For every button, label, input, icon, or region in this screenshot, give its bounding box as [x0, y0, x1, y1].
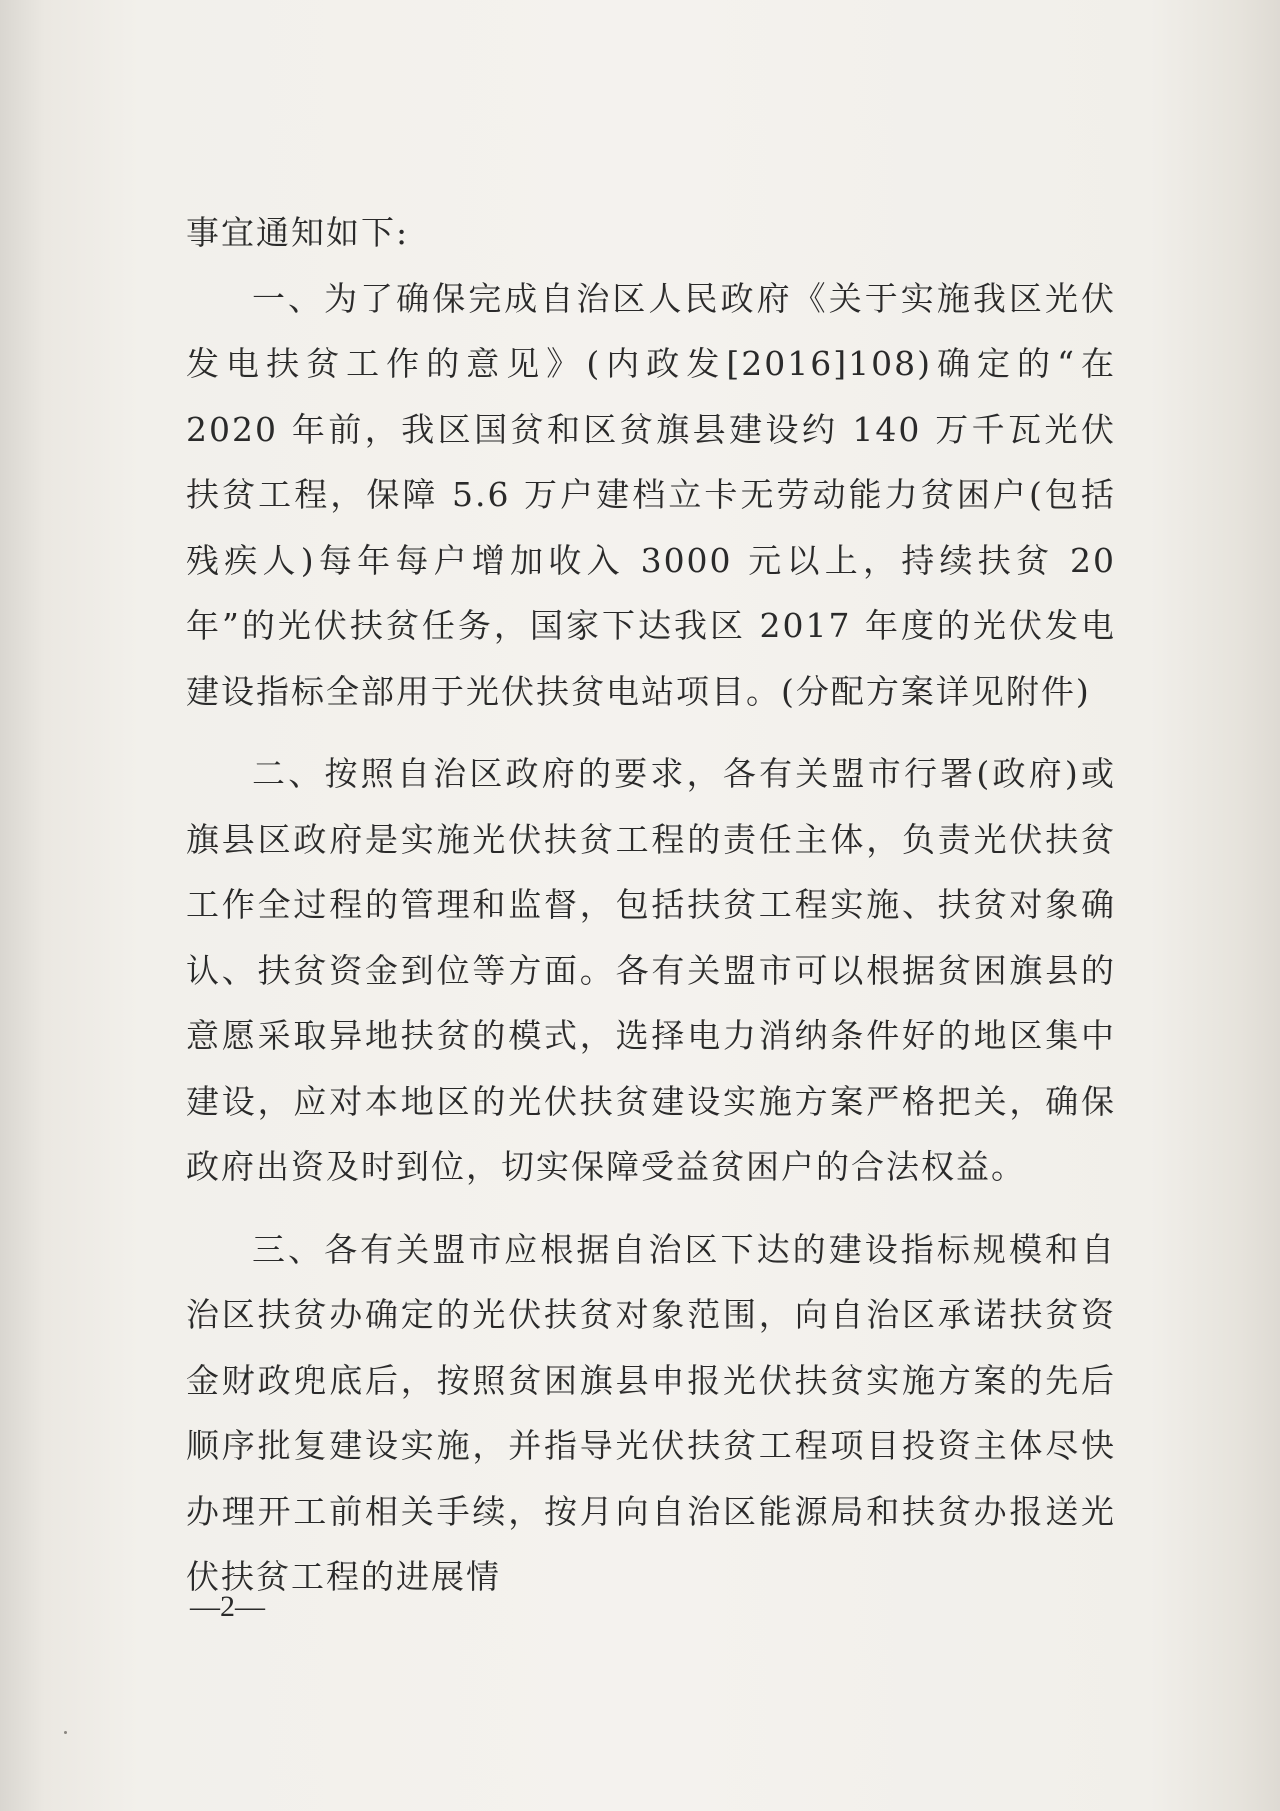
paragraph-item-2: 二、按照自治区政府的要求，各有关盟市行署(政府)或旗县区政府是实施光伏扶贫工程的责任主体，负责光伏扶贫工作全过程的管理和监督，包括扶贫工程实施、扶贫对象确认、扶贫资金到位等方面。各有关盟市可以根据贫困旗县的意愿采取异地扶贫的模式，选择电力消纳条件好的地区集中建设，应对本地区的光伏扶贫建设实施方案严格把关，确保政府出资及时到位，切实保障受益贫困户的合法权益。 — [186, 754, 1116, 1186]
page-number: —2— — [190, 1590, 265, 1623]
paper-speck — [64, 1731, 67, 1734]
paragraph-intro: 事宜通知如下: — [186, 213, 410, 252]
document-body — [186, 200, 1116, 1610]
paragraph-item-3: 三、各有关盟市应根据自治区下达的建设指标规模和自治区扶贫办确定的光伏扶贫对象范围，向自治区承诺扶贫资金财政兜底后，按照贫困旗县申报光伏扶贫实施方案的先后顺序批复建设实施，并指导光伏扶贫工程项目投资主体尽快办理开工前相关手续，按月向自治区能源局和扶贫办报送光伏扶贫工程的进展情 — [186, 1229, 1116, 1596]
paragraph-item-1: 一、为了确保完成自治区人民政府《关于实施我区光伏发电扶贫工作的意见》(内政发[2016]108)确定的“在 2020 年前，我区国贫和区贫旗县建设约 140 万千瓦光伏扶贫工程，保障 5.6 万户建档立卡无劳动能力贫困户(包括残疾人)每年每户增加收入 3000 元以上，持续扶贫 20 年”的光伏扶贫任务，国家下达我区 2017 年度的光伏发电建设指标全部用于光伏扶贫电站项目。(分配方案详见附件) — [186, 278, 1116, 711]
